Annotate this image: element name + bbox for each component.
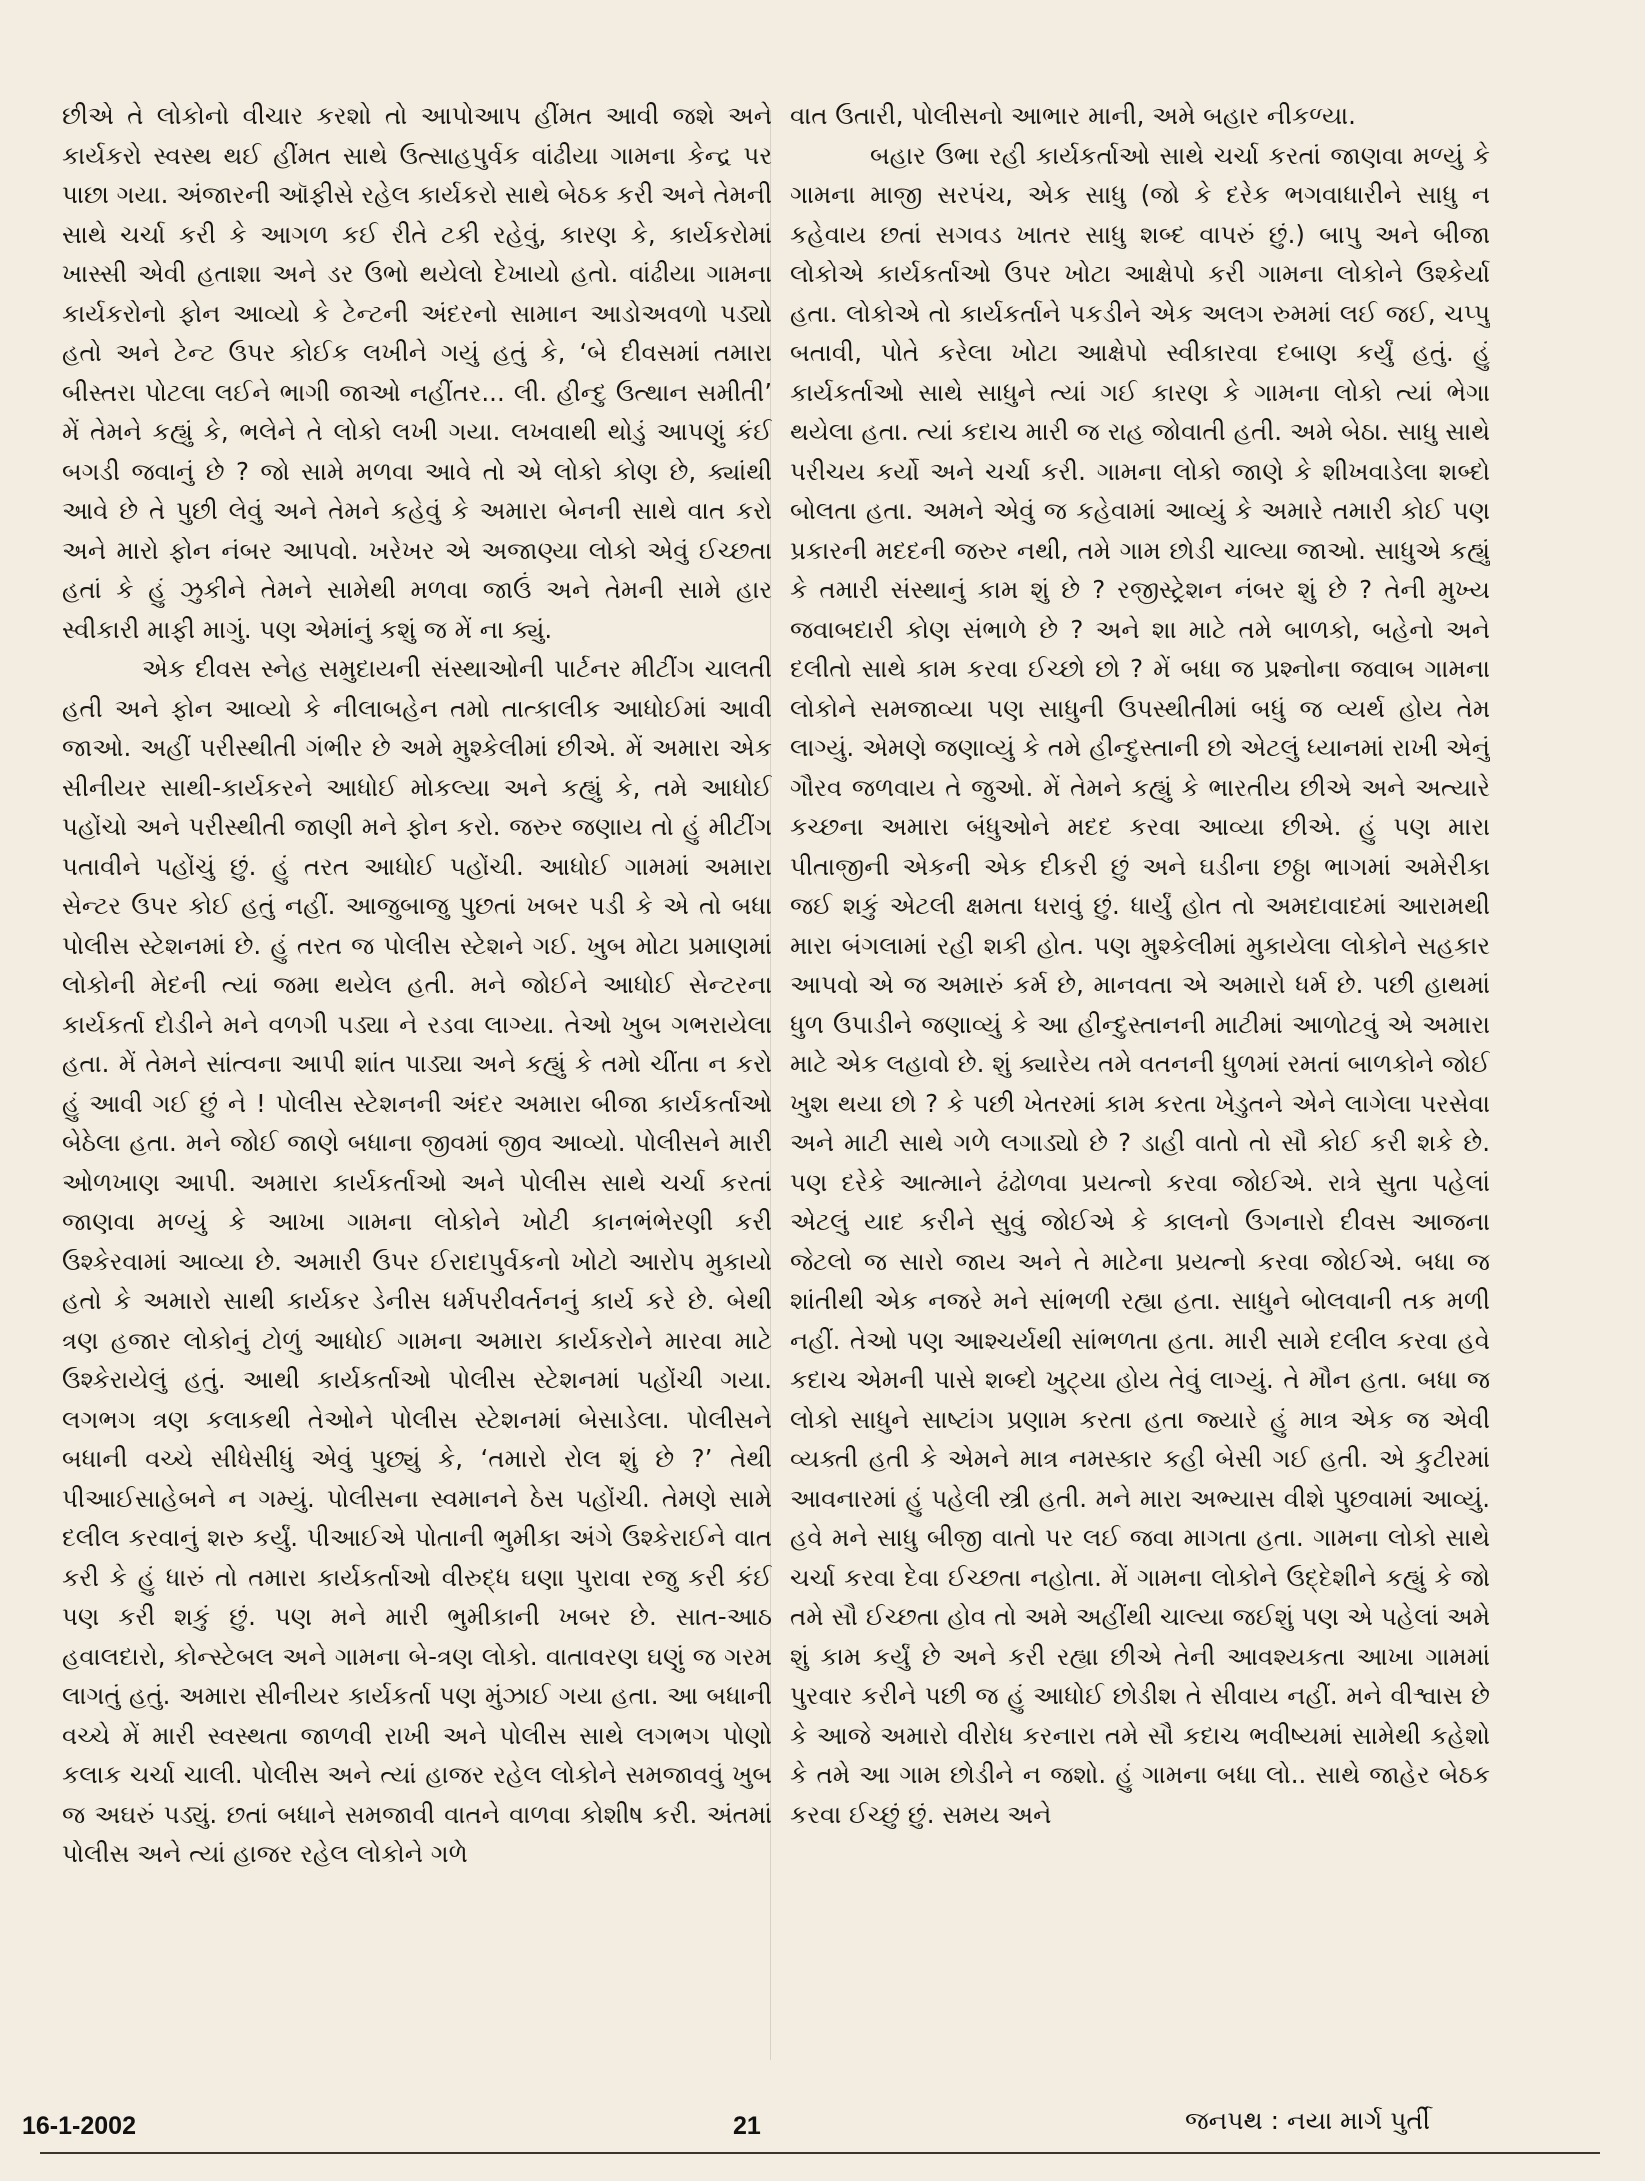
- publication-title: જનપથ : નયા માર્ગ પુર્તી: [1185, 2106, 1431, 2135]
- page-number: 21: [733, 2112, 761, 2140]
- footer-rule: [40, 2152, 1600, 2154]
- paragraph: છીએ તે લોકોનો વીચાર કરશો તો આપોઆપ હીંમત આવી જશે અને કાર્યકરો સ્વસ્થ થઈ હીંમત સાથે ઉત્સાહપુર્વક વાંઢીયા ગામના કેન્દ્ર પર પાછા ગયા. અંજારની ઑફીસે રહેલ કાર્યકરો સાથે બેઠક કરી અને તેમની સાથે ચર્ચા કરી કે આગળ કઈ રીતે ટકી રહેવું, કારણ કે, કાર્યકરોમાં ખાસ્સી એવી હતાશા અને ડર ઉભો થયેલો દેખાયો હતો. વાંઢીયા ગામના કાર્યકરોનો ફોન આવ્યો કે ટેન્ટની અંદરનો સામાન આડોઅવળો પડ્યો હતો અને ટેન્ટ ઉપર કોઈક લખીને ગયું હતું કે, ‘બે દીવસમાં તમારા બીસ્તરા પોટલા લઈને ભાગી જાઓ નહીંતર... લી. હીન્દુ ઉત્થાન સમીતી’ મેં તેમને કહ્યું કે, ભલેને તે લોકો લખી ગયા. લખવાથી થોડું આપણું કંઈ બગડી જવાનું છે ? જો સામે મળવા આવે તો એ લોકો કોણ છે, ક્યાંથી આવે છે તે પુછી લેવું અને તેમને કહેવું કે અમારા બેનની સાથે વાત કરો અને મારો ફોન નંબર આપવો. ખરેખર એ અજાણ્યા લોકો એવું ઈચ્છતા હતાં કે હું ઝુકીને તેમને સામેથી મળવા જાઉં અને તેમની સામે હાર સ્વીકારી માફી માગું. પણ એમાંનું કશું જ મેં ના ક્યું.: [62, 101, 772, 644]
- paragraph: વાત ઉતારી, પોલીસનો આભાર માની, અમે બહાર નીકળ્યા.: [790, 101, 1356, 130]
- footer-date: 16-1-2002: [22, 2112, 136, 2140]
- column-gutter: [770, 110, 771, 2060]
- paragraph: બહાર ઉભા રહી કાર્યકર્તાઓ સાથે ચર્ચા કરતાં જાણવા મળ્યું કે ગામના માજી સરપંચ, એક સાધુ (જો કે દરેક ભગવાધારીને સાધુ ન કહેવાય છતાં સગવડ ખાતર સાધુ શબ્દ વાપરું છું.) બાપુ અને બીજા લોકોએ કાર્યકર્તાઓ ઉપર ખોટા આક્ષેપો કરી ગામના લોકોને ઉશ્કેર્યા હતા. લોકોએ તો કાર્યકર્તાને પકડીને એક અલગ રુમમાં લઈ જઈ, ચપ્પુ બતાવી, પોતે કરેલા ખોટા આક્ષેપો સ્વીકારવા દબાણ કર્યું હતું. હું કાર્યકર્તાઓ સાથે સાધુને ત્યાં ગઈ કારણ કે ગામના લોકો ત્યાં ભેગા થયેલા હતા. ત્યાં કદાચ મારી જ રાહ જોવાતી હતી. અમે બેઠા. સાધુ સાથે પરીચય કર્યો અને ચર્ચા કરી. ગામના લોકો જાણે કે શીખવાડેલા શબ્દો બોલતા હતા. અમને એવું જ કહેવામાં આવ્યું કે અમારે તમારી કોઈ પણ પ્રકારની મદદની જરુર નથી, તમે ગામ છોડી ચાલ્યા જાઓ. સાધુએ કહ્યું કે તમારી સંસ્થાનું કામ શું છે ? રજીસ્ટ્રેશન નંબર શું છે ? તેની મુખ્ય જવાબદારી કોણ સંભાળે છે ? અને શા માટે તમે બાળકો, બહેનો અને દલીતો સાથે કામ કરવા ઈચ્છો છો ? મેં બધા જ પ્રશ્નોના જવાબ ગામના લોકોને સમજાવ્યા પણ સાધુની ઉપસ્થીતીમાં બધું જ વ્યર્થ હોય તેમ લાગ્યું. એમણે જણાવ્યું કે તમે હીન્દુસ્તાની છો એટલું ધ્યાનમાં રાખી એનું ગૌરવ જળવાય તે જુઓ. મેં તેમને કહ્યું કે ભારતીય છીએ અને અત્યારે કચ્છના અમારા બંધુઓને મદદ કરવા આવ્યા છીએ. હું પણ મારા પીતાજીની એકની એક દીકરી છું અને ઘડીના છઠ્ઠા ભાગમાં અમેરીકા જઈ શકું એટલી ક્ષમતા ધરાવું છું. ધાર્યું હોત તો અમદાવાદમાં આરામથી મારા બંગલામાં રહી શકી હોત. પણ મુશ્કેલીમાં મુકાયેલા લોકોને સહકાર આપવો એ જ અમારું કર્મ છે, માનવતા એ અમારો ધર્મ છે. પછી હાથમાં ધુળ ઉપાડીને જણાવ્યું કે આ હીન્દુસ્તાનની માટીમાં આળોટવું એ અમારા માટે એક લહાવો છે. શું ક્યારેય તમે વતનની ધુળમાં રમતાં બાળકોને જોઈ ખુશ થયા છો ? કે પછી ખેતરમાં કામ કરતા ખેડુતને એને લાગેલા પરસેવા અને માટી સાથે ગળે લગાડ્યો છે ? ડાહી વાતો તો સૌ કોઈ કરી શકે છે. પણ દરેકે આત્માને ઢંઢોળવા પ્રયત્નો કરવા જોઈએ. રાત્રે સુતા પહેલાં એટલું યાદ કરીને સુવું જોઈએ કે કાલનો ઉગનારો દીવસ આજના જેટલો જ સારો જાય અને તે માટેના પ્રયત્નો કરવા જોઈએ. બધા જ શાંતીથી એક નજરે મને સાંભળી રહ્યા હતા. સાધુને બોલવાની તક મળી નહીં. તેઓ પણ આશ્ચર્યથી સાંભળતા હતા. મારી સામે દલીલ કરવા હવે કદાચ એમની પાસે શબ્દો ખુટ્યા હોય તેવું લાગ્યું. તે મૌન હતા. બધા જ લોકો સાધુને સાષ્ટાંગ પ્રણામ કરતા હતા જ્યારે હું માત્ર એક જ એવી વ્યક્તી હતી કે એમને માત્ર નમસ્કાર કહી બેસી ગઈ હતી. એ કુટીરમાં આવનારમાં હું પહેલી સ્ત્રી હતી. મને મારા અભ્યાસ વીશે પુછવામાં આવ્યું. હવે મને સાધુ બીજી વાતો પર લઈ જવા માગતા હતા. ગામના લોકો સાથે ચર્ચા કરવા દેવા ઈચ્છતા નહોતા. મેં ગામના લોકોને ઉદ્દેશીને કહ્યું કે જો તમે સૌ ઈચ્છતા હોવ તો અમે અહીંથી ચાલ્યા જઈશું પણ એ પહેલાં અમે શું કામ કર્યું છે અને કરી રહ્યા છીએ તેની આવશ્યકતા આખા ગામમાં પુરવાર કરીને પછી જ હું આધોઈ છોડીશ તે સીવાય નહીં. મને વીશ્વાસ છે કે આજે અમારો વીરોધ કરનારા તમે સૌ કદાચ ભવીષ્યમાં સામેથી કહેશો કે તમે આ ગામ છોડીને ન જશો. હું ગામના બધા લો.. સાથે જાહેર બેઠક કરવા ઈચ્છું છું. સમય અને: [790, 140, 1490, 1829]
- left-column: [62, 96, 772, 2066]
- paragraph: એક દીવસ સ્નેહ સમુદાયની સંસ્થાઓની પાર્ટનર મીટીંગ ચાલતી હતી અને ફોન આવ્યો કે નીલાબહેન તમો તાત્કાલીક આધોઈમાં આવી જાઓ. અહીં પરીસ્થીતી ગંભીર છે અમે મુશ્કેલીમાં છીએ. મેં અમારા એક સીનીયર સાથી-કાર્યકરને આધોઈ મોકલ્યા અને કહ્યું કે, તમે આધોઈ પહોંચો અને પરીસ્થીતી જાણી મને ફોન કરો. જરુર જણાય તો હું મીટીંગ પતાવીને પહોંચું છું. હું તરત આધોઈ પહોંચી. આધોઈ ગામમાં અમારા સેન્ટર ઉપર કોઈ હતું નહીં. આજુબાજુ પુછતાં ખબર પડી કે એ તો બધા પોલીસ સ્ટેશનમાં છે. હું તરત જ પોલીસ સ્ટેશને ગઈ. ખુબ મોટા પ્રમાણમાં લોકોની મેદની ત્યાં જમા થયેલ હતી. મને જોઈને આધોઈ સેન્ટરના કાર્યકર્તા દોડીને મને વળગી પડ્યા ને રડવા લાગ્યા. તેઓ ખુબ ગભરાયેલા હતા. મેં તેમને સાંત્વના આપી શાંત પાડ્યા અને કહ્યું કે તમો ચીંતા ન કરો હું આવી ગઈ છું ને ! પોલીસ સ્ટેશનની અંદર અમારા બીજા કાર્યકર્તાઓ બેઠેલા હતા. મને જોઈ જાણે બધાના જીવમાં જીવ આવ્યો. પોલીસને મારી ઓળખાણ આપી. અમારા કાર્યકર્તાઓ અને પોલીસ સાથે ચર્ચા કરતાં જાણવા મળ્યું કે આખા ગામના લોકોને ખોટી કાનભંભેરણી કરી ઉશ્કેરવામાં આવ્યા છે. અમારી ઉપર ઈરાદાપુર્વકનો ખોટો આરોપ મુકાયો હતો કે અમારો સાથી કાર્યકર ડેનીસ ધર્મપરીવર્તનનું કાર્ય કરે છે. બેથી ત્રણ હજાર લોકોનું ટોળું આધોઈ ગામના અમારા કાર્યકરોને મારવા માટે ઉશ્કેરાયેલું હતું. આથી કાર્યકર્તાઓ પોલીસ સ્ટેશનમાં પહોંચી ગયા. લગભગ ત્રણ કલાકથી તેઓને પોલીસ સ્ટેશનમાં બેસાડેલા. પોલીસને બધાની વચ્ચે સીધેસીધું એવું પુછ્યું કે, ‘તમારો રોલ શું છે ?’ તેથી પીઆઈસાહેબને ન ગમ્યું. પોલીસના સ્વમાનને ઠેસ પહોંચી. તેમણે સામે દલીલ કરવાનું શરુ કર્યું. પીઆઈએ પોતાની ભુમીકા અંગે ઉશ્કેરાઈને વાત કરી કે હું ધારું તો તમારા કાર્યકર્તાઓ વીરુદ્ધ ઘણા પુરાવા રજુ કરી કંઈ પણ કરી શકું છું. પણ મને મારી ભુમીકાની ખબર છે. સાત-આઠ હવાલદારો, કોન્સ્ટેબલ અને ગામના બે-ત્રણ લોકો. વાતાવરણ ઘણું જ ગરમ લાગતું હતું. અમારા સીનીયર કાર્યકર્તા પણ મુંઝાઈ ગયા હતા. આ બધાની વચ્ચે મેં મારી સ્વસ્થતા જાળવી રાખી અને પોલીસ સાથે લગભગ પોણો કલાક ચર્ચા ચાલી. પોલીસ અને ત્યાં હાજર રહેલ લોકોને સમજાવવું ખુબ જ અઘરું પડ્યું. છતાં બધાને સમજાવી વાતને વાળવા કોશીષ કરી. અંતમાં પોલીસ અને ત્યાં હાજર રહેલ લોકોને ગળે: [62, 654, 772, 1868]
- right-column: [790, 96, 1490, 2066]
